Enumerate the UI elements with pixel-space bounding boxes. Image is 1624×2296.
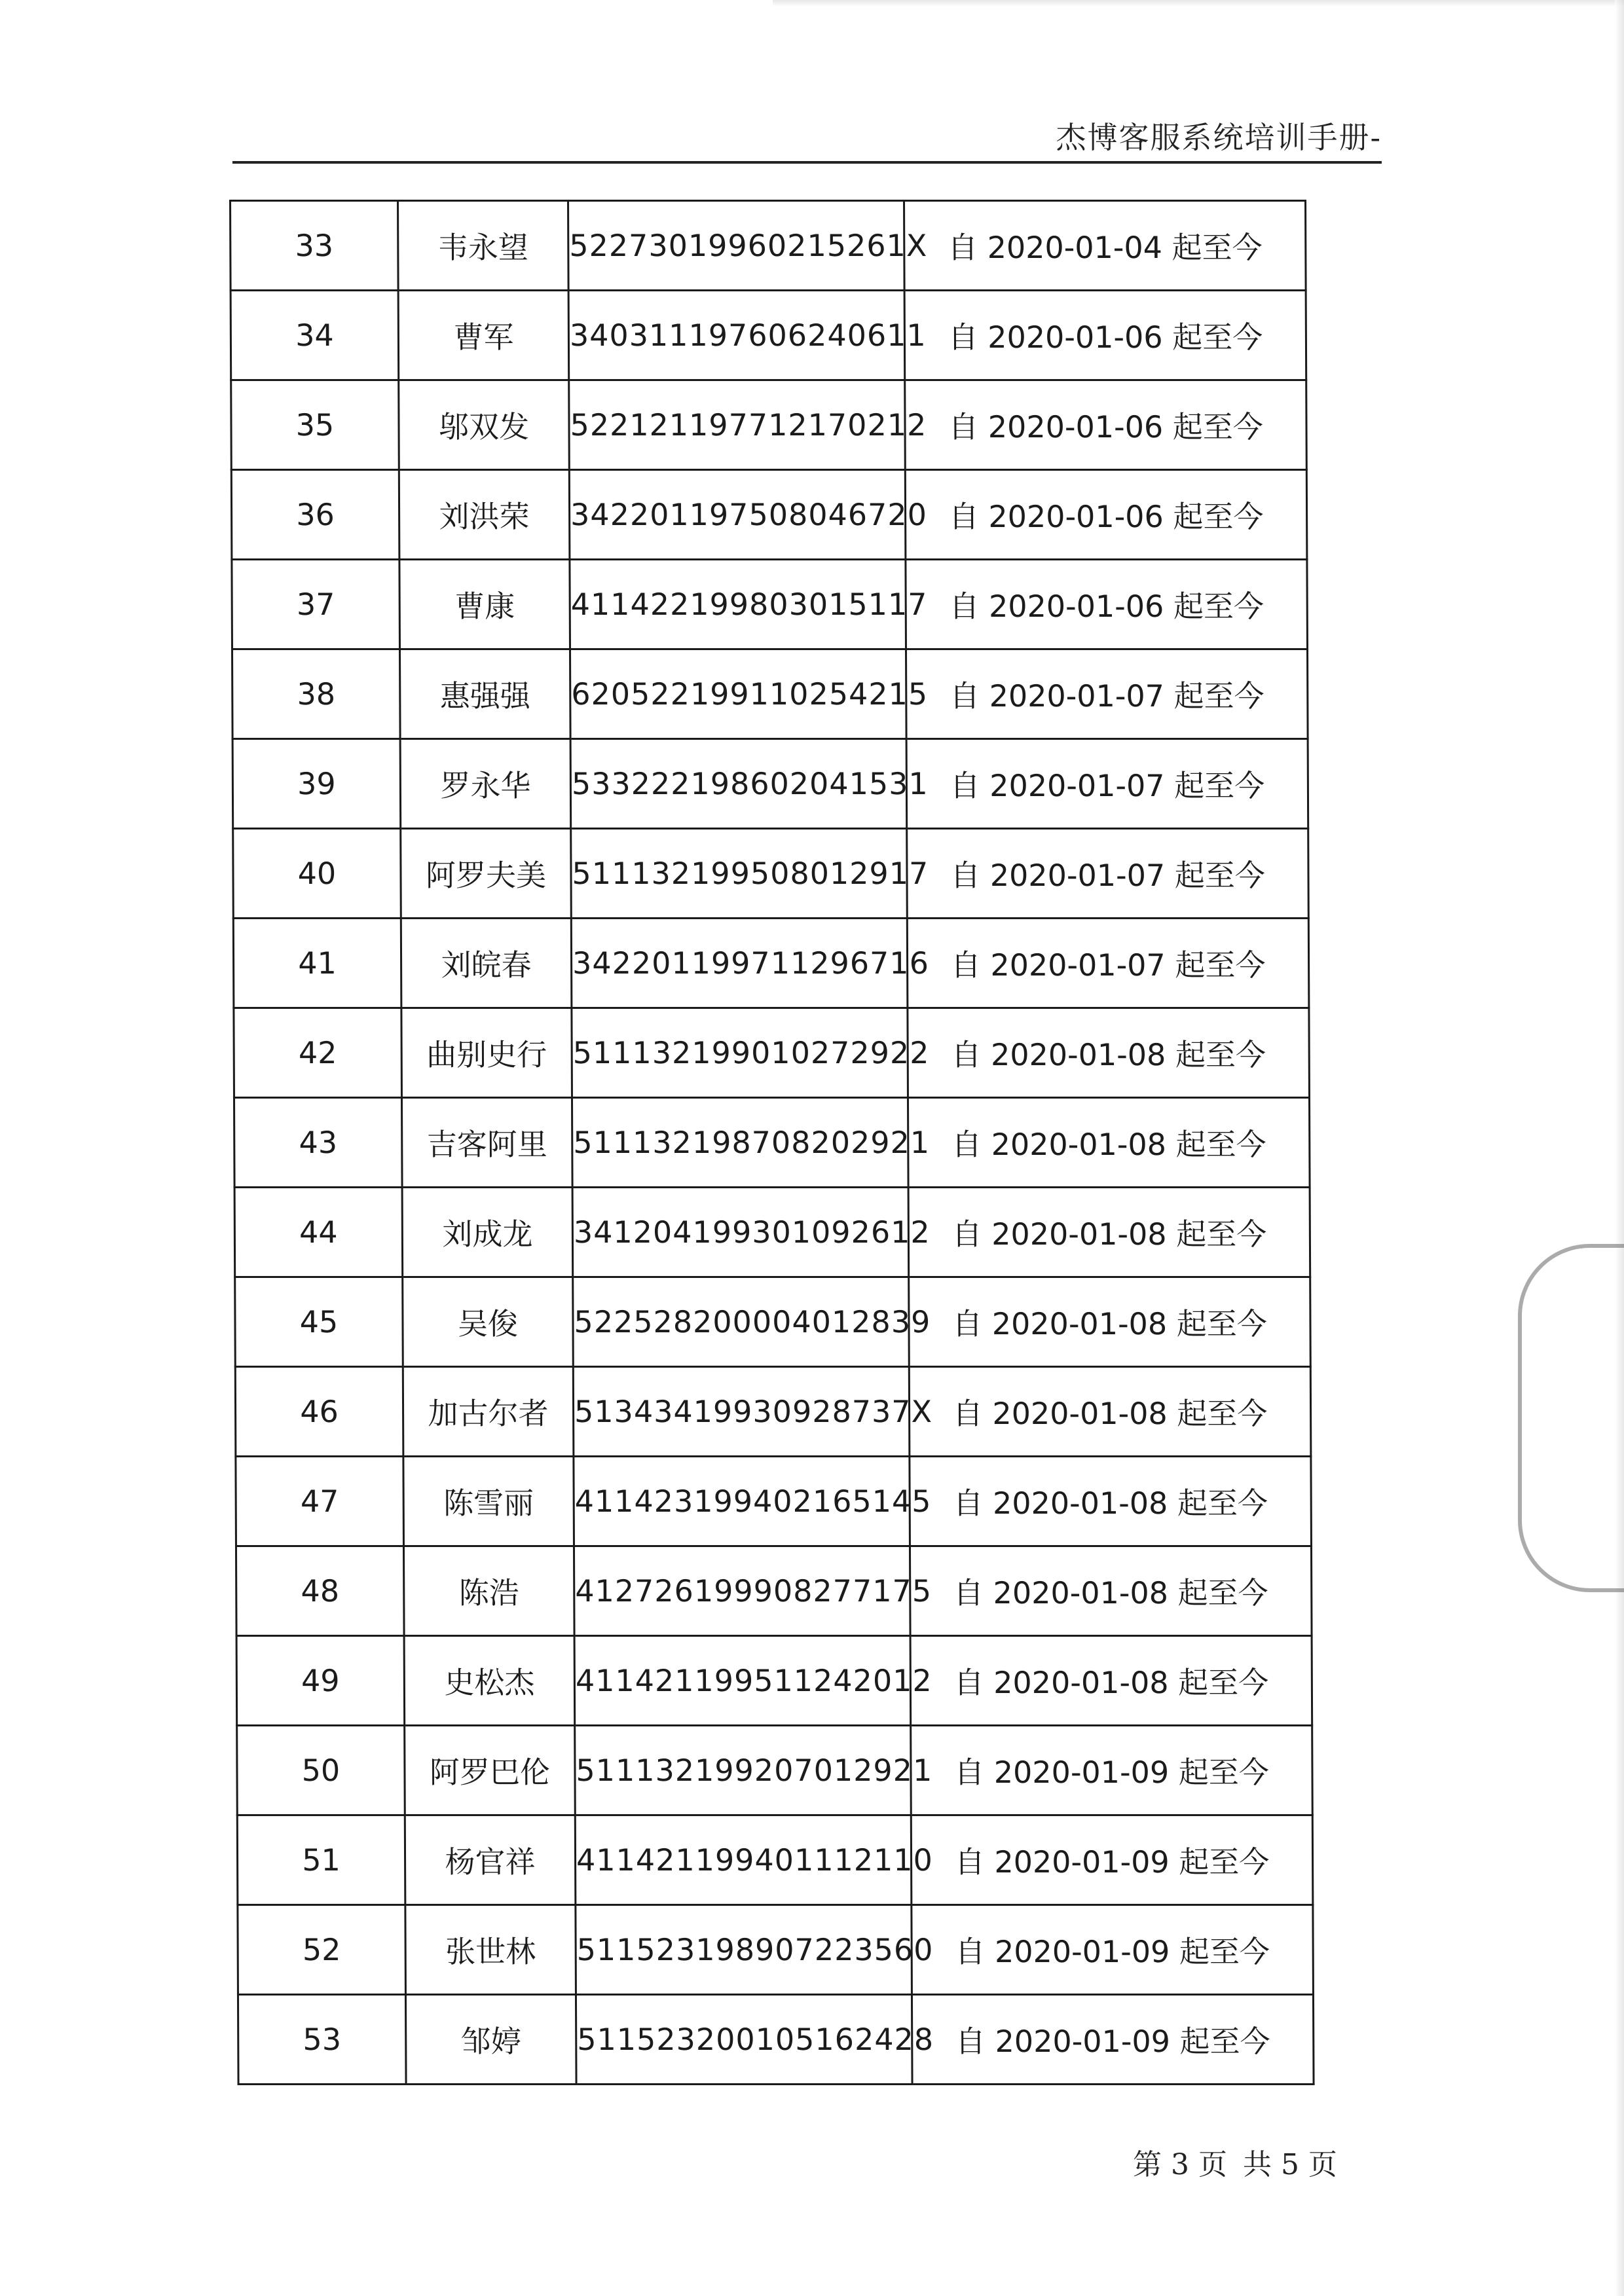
name-cell: 曲别史行 (401, 1008, 572, 1098)
table-row (236, 1457, 1312, 1546)
start-date-cell: 自 2020-01-06 起至今 (905, 470, 1307, 560)
id-number-cell: 412726199908277175 (574, 1546, 910, 1636)
page-footer (1133, 2141, 1344, 2183)
name-cell: 阿罗夫美 (401, 829, 572, 919)
row-number-cell: 40 (233, 829, 401, 919)
name-cell: 惠强强 (399, 649, 570, 739)
row-number-cell: 47 (236, 1457, 404, 1546)
start-date-cell: 自 2020-01-08 起至今 (909, 1367, 1311, 1457)
id-number-cell: 533222198602041531 (570, 739, 907, 829)
row-number-cell: 45 (235, 1277, 403, 1367)
document-title: 杰博客服系统培训手册- (1056, 120, 1382, 155)
name-cell: 曹康 (399, 560, 570, 649)
start-date-cell: 自 2020-01-07 起至今 (906, 739, 1308, 829)
start-date-cell: 自 2020-01-06 起至今 (904, 291, 1306, 380)
start-date-cell: 自 2020-01-09 起至今 (911, 1815, 1313, 1905)
partial-seal-stamp (1518, 1244, 1624, 1592)
name-cell: 张世林 (405, 1905, 576, 1995)
page-number-current: 第 3 页 (1133, 2148, 1227, 2181)
start-date-cell: 自 2020-01-08 起至今 (910, 1457, 1312, 1546)
row-number-cell: 52 (238, 1905, 406, 1995)
table-row (234, 1188, 1310, 1277)
row-number-cell: 48 (236, 1546, 404, 1636)
start-date-cell: 自 2020-01-09 起至今 (912, 1905, 1314, 1995)
name-cell: 杨官祥 (405, 1815, 576, 1905)
table-row (232, 739, 1308, 829)
id-number-cell: 342201197508046720 (569, 470, 906, 560)
name-cell: 陈雪丽 (403, 1457, 574, 1546)
roster-table (229, 200, 1315, 2085)
name-cell: 韦永望 (398, 201, 569, 291)
table-row (234, 1098, 1310, 1188)
table-row (233, 829, 1309, 919)
table-row (237, 1815, 1313, 1905)
name-cell: 刘皖春 (401, 919, 572, 1008)
start-date-cell: 自 2020-01-08 起至今 (910, 1636, 1312, 1726)
table-row (234, 1008, 1310, 1098)
table-row (231, 470, 1307, 560)
table-row (237, 1726, 1313, 1815)
row-number-cell: 43 (234, 1098, 402, 1188)
name-cell: 加古尔者 (403, 1367, 574, 1457)
row-number-cell: 34 (231, 291, 399, 380)
start-date-cell: 自 2020-01-09 起至今 (911, 1726, 1313, 1815)
start-date-cell: 自 2020-01-07 起至今 (907, 829, 1309, 919)
table-row (235, 1277, 1311, 1367)
name-cell: 吉客阿里 (401, 1098, 572, 1188)
roster-table-container (229, 200, 1304, 2069)
start-date-cell: 自 2020-01-08 起至今 (910, 1546, 1312, 1636)
row-number-cell: 53 (238, 1995, 406, 2085)
name-cell: 史松杰 (404, 1636, 575, 1726)
id-number-cell: 511523200105162428 (576, 1995, 912, 2085)
id-number-cell: 620522199110254215 (570, 649, 906, 739)
table-row (232, 649, 1308, 739)
header-rule (232, 161, 1382, 164)
start-date-cell: 自 2020-01-07 起至今 (906, 649, 1308, 739)
id-number-cell: 511132199508012917 (571, 829, 908, 919)
table-row (236, 1636, 1312, 1726)
table-row (231, 201, 1306, 291)
table-row (238, 1995, 1314, 2085)
scan-edge-shadow-top (773, 0, 1624, 7)
id-number-cell: 522528200004012839 (573, 1277, 910, 1367)
row-number-cell: 37 (232, 560, 400, 649)
table-row (236, 1546, 1312, 1636)
table-row (232, 560, 1308, 649)
name-cell: 刘洪荣 (399, 470, 570, 560)
id-number-cell: 411423199402165145 (574, 1457, 910, 1546)
row-number-cell: 50 (237, 1726, 405, 1815)
row-number-cell: 38 (232, 649, 400, 739)
table-row (231, 380, 1307, 470)
name-cell: 邹婷 (405, 1995, 576, 2085)
table-row (238, 1905, 1314, 1995)
page-number-total: 共 5 页 (1242, 2148, 1337, 2181)
row-number-cell: 51 (237, 1815, 405, 1905)
roster-table-body (231, 201, 1314, 2085)
name-cell: 邬双发 (399, 380, 570, 470)
start-date-cell: 自 2020-01-06 起至今 (905, 380, 1307, 470)
start-date-cell: 自 2020-01-09 起至今 (912, 1995, 1314, 2085)
row-number-cell: 42 (234, 1008, 402, 1098)
row-number-cell: 39 (232, 739, 401, 829)
name-cell: 曹军 (398, 291, 569, 380)
row-number-cell: 35 (231, 380, 399, 470)
page-header (232, 118, 1382, 164)
id-number-cell: 340311197606240611 (568, 291, 905, 380)
id-number-cell: 522121197712170212 (569, 380, 906, 470)
row-number-cell: 41 (233, 919, 401, 1008)
table-row (231, 291, 1306, 380)
id-number-cell: 341204199301092612 (572, 1188, 909, 1277)
start-date-cell: 自 2020-01-07 起至今 (907, 919, 1309, 1008)
name-cell: 陈浩 (403, 1546, 574, 1636)
table-row (235, 1367, 1311, 1457)
table-row (233, 919, 1309, 1008)
name-cell: 刘成龙 (402, 1188, 573, 1277)
id-number-cell: 411421199401112110 (575, 1815, 912, 1905)
id-number-cell: 52273019960215261X (568, 201, 905, 291)
id-number-cell: 411422199803015117 (570, 560, 906, 649)
start-date-cell: 自 2020-01-06 起至今 (906, 560, 1308, 649)
row-number-cell: 44 (234, 1188, 403, 1277)
id-number-cell: 342201199711296716 (571, 919, 908, 1008)
row-number-cell: 33 (231, 201, 399, 291)
name-cell: 阿罗巴伦 (405, 1726, 576, 1815)
start-date-cell: 自 2020-01-08 起至今 (908, 1008, 1310, 1098)
name-cell: 罗永华 (400, 739, 571, 829)
id-number-cell: 411421199511242012 (574, 1636, 911, 1726)
id-number-cell: 51343419930928737X (573, 1367, 910, 1457)
start-date-cell: 自 2020-01-08 起至今 (908, 1098, 1310, 1188)
row-number-cell: 36 (231, 470, 399, 560)
start-date-cell: 自 2020-01-08 起至今 (909, 1277, 1311, 1367)
scan-edge-shadow-right (1615, 0, 1624, 2296)
name-cell: 吴俊 (403, 1277, 574, 1367)
row-number-cell: 46 (235, 1367, 403, 1457)
row-number-cell: 49 (236, 1636, 405, 1726)
start-date-cell: 自 2020-01-04 起至今 (904, 201, 1306, 291)
id-number-cell: 511523198907223560 (576, 1905, 912, 1995)
start-date-cell: 自 2020-01-08 起至今 (908, 1188, 1310, 1277)
id-number-cell: 511132198708202921 (572, 1098, 908, 1188)
id-number-cell: 511132199207012921 (575, 1726, 912, 1815)
id-number-cell: 511132199010272922 (572, 1008, 908, 1098)
